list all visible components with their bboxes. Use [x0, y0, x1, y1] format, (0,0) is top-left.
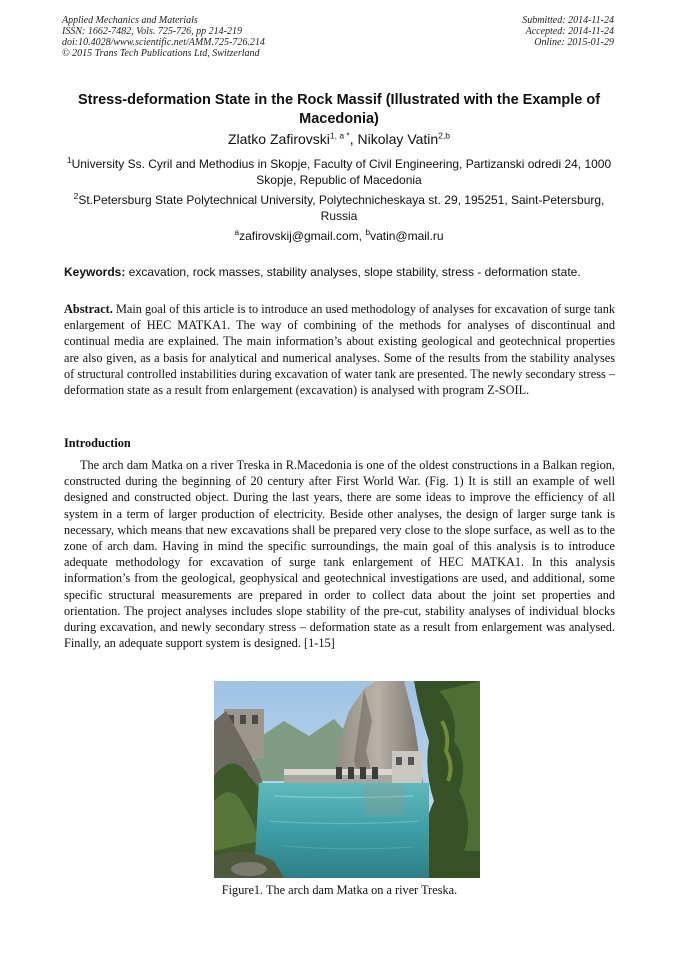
author-superscript: 1, a *	[329, 130, 350, 141]
email-link[interactable]: zafirovskij@gmail.com	[239, 229, 359, 243]
email-link[interactable]: vatin@mail.ru	[370, 229, 444, 243]
keywords-label: Keywords:	[64, 265, 126, 279]
affiliation-superscript: 1	[66, 155, 72, 165]
journal-doi: doi:10.4028/www.scientific.net/AMM.725-726.214	[62, 37, 265, 48]
abstract	[64, 301, 615, 398]
figure-caption: Figure1. The arch dam Matka on a river Treska.	[221, 883, 458, 897]
introduction-paragraph: The arch dam Matka on a river Treska in R.Macedonia is one of the oldest constructions in a Balkan region, constructed during the beginning of 20 century after First World War. (Fig. 1) It is still an example of well designed and constructed object. During the last years, there are some ideas to improve the efficiency of all system in a term of larger production of electricity. Beside other analyses, the design of larger surge tank is necessary, which means that new excavations shall be prepared very close to the slope surface, as well as to the zone of arch dam. Having in mind the specific surroundings, the main goal of this analysis is to introduce adequate methodology for excavation of surge tank enlargement of HEC MATKA1. In this analysis information’s from the geological, geophysical and geotechnical investigations are used, and additional, some specific structural measurements are prepared in order to collect data about the joint set properties and orientation. The project analyses includes slope stability of the pre-cut, stability analyses of individual blocks during excavation, and newly secondary stress – deformation state as a result from enlargement was analysed. Finally, an adequate support system is designed. [1-15]	[64, 458, 615, 651]
journal-header-left	[62, 15, 265, 59]
author-superscript: 2,b	[438, 130, 451, 141]
author-emails	[64, 228, 614, 244]
keywords-text: excavation, rock masses, stability analyses, slope stability, stress - deformation state.	[125, 265, 581, 279]
submitted-date: Submitted: 2014-11-24	[522, 15, 614, 26]
abstract-label: Abstract.	[64, 302, 113, 316]
author-name: Zlatko Zafirovski	[227, 131, 330, 147]
affiliation-superscript: 2	[73, 191, 79, 201]
author-name: Nikolay Vatin	[357, 131, 439, 147]
journal-issn: ISSN: 1662-7482, Vols. 725-726, pp 214-219	[62, 26, 242, 37]
affiliation	[64, 156, 614, 188]
email-separator: ,	[358, 229, 366, 243]
paper-title: Stress-deformation State in the Rock Massif (Illustrated with the Example of Macedonia)	[77, 92, 601, 127]
journal-header-right	[522, 15, 614, 48]
journal-copyright: © 2015 Trans Tech Publications Ltd, Switzerland	[62, 48, 260, 59]
affiliation-text: University Ss. Cyril and Methodius in Skopje, Faculty of Civil Engineering, Partizanski odredi 24, 1000 Skopje, Republic of Macedonia	[71, 157, 612, 187]
affiliation	[64, 192, 614, 224]
section-heading: Introduction	[64, 436, 131, 450]
email-superscript: a	[234, 227, 240, 237]
dam-photo	[214, 681, 480, 878]
email-superscript: b	[365, 227, 371, 237]
author-line	[64, 130, 614, 148]
affiliation-text: St.Petersburg State Polytechnical University, Polytechnicheskaya st. 29, 195251, Saint-Petersburg, Russia	[78, 193, 605, 223]
author-separator: ,	[349, 131, 358, 147]
online-date: Online: 2015-01-29	[534, 37, 614, 48]
journal-name: Applied Mechanics and Materials	[62, 15, 198, 26]
abstract-text: Main goal of this article is to introduce an used methodology of analyses for excavation of surge tank enlargement of HEC MATKA1. The way of combining of the methods for analyses of discontinual and continual media are explained. The main information’s about existing geological and geotechnical properties are also given, as a basis for analytical and numerical analyses. Some of the results from the stability analyses of structural controlled instabilities during excavation of water tank are presented. The newly secondary stress – deformation state as a result from enlargement (excavation) is analysed with program Z-SOIL.	[64, 302, 615, 398]
accepted-date: Accepted: 2014-11-24	[525, 26, 614, 37]
keywords	[64, 264, 619, 280]
